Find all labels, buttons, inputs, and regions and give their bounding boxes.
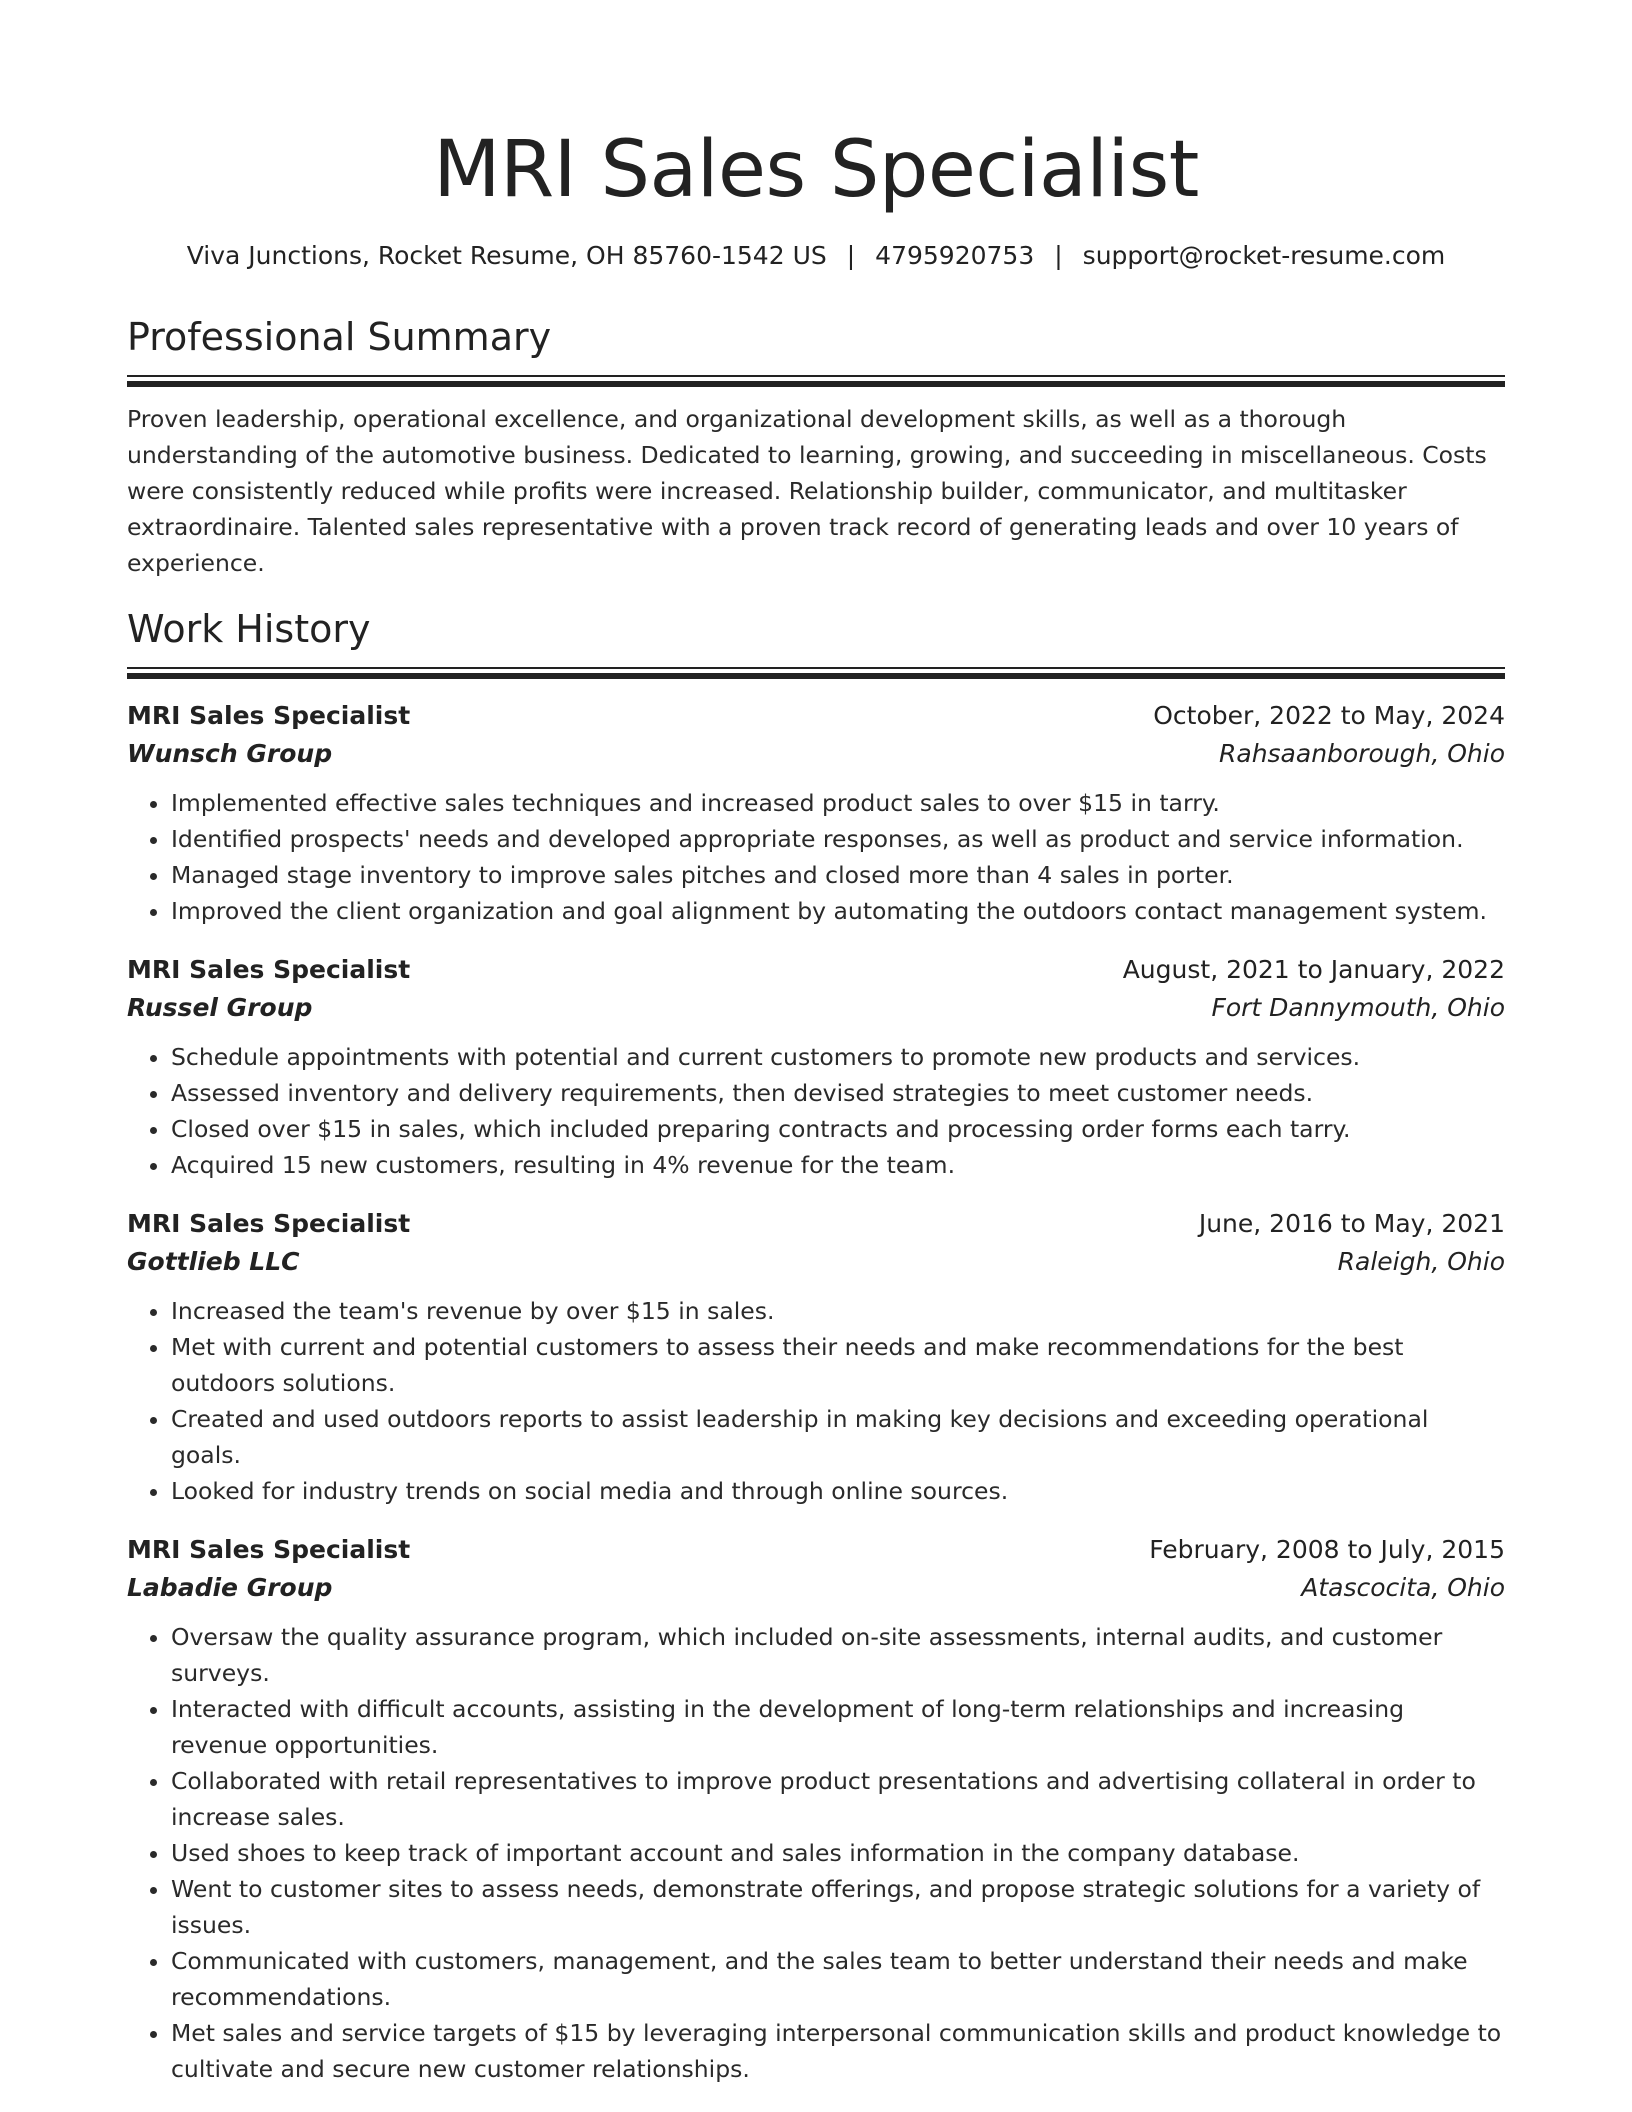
job-entry — [127, 951, 1505, 1183]
job-entry — [127, 1205, 1505, 1509]
job-bullet: • Managed stage inventory to improve sales pitches and closed more than 4 sales in porter. — [171, 857, 1505, 893]
job-title: MRI Sales Specialist — [127, 955, 411, 984]
job-location: Raleigh, Ohio — [1337, 1247, 1505, 1276]
job-bullets — [127, 1039, 1505, 1183]
job-title: MRI Sales Specialist — [127, 1209, 411, 1238]
job-company: Labadie Group — [127, 1573, 333, 1602]
job-bullet: • Identified prospects' needs and developed appropriate responses, as well as product and service information. — [171, 821, 1505, 857]
job-dates: February, 2008 to July, 2015 — [1149, 1535, 1505, 1564]
job-entry — [127, 697, 1505, 929]
job-bullet: • Implemented effective sales techniques and increased product sales to over $15 in tarry. — [171, 785, 1505, 821]
job-location: Atascocita, Ohio — [1301, 1573, 1505, 1602]
job-bullet: • Increased the team's revenue by over $15 in sales. — [171, 1293, 1505, 1329]
contact-address: Viva Junctions, Rocket Resume, OH 85760-1542 US — [186, 241, 827, 270]
job-bullet: • Closed over $15 in sales, which included preparing contracts and processing order forms each tarry. — [171, 1111, 1505, 1147]
summary-text: Proven leadership, operational excellence, and organizational development skills, as well as a thorough understanding of the automotive business. Dedicated to learning, growing, and succeeding in miscellaneous. Costs were consistently reduced while profits were increased. Relationship builder, communicator, and multitasker extraordinaire. Talented sales representative with a proven track record of generating leads and over 10 years of experience. — [127, 405, 1487, 577]
job-bullet: • Communicated with customers, management, and the sales team to better understand their needs and make recommendations. — [171, 1943, 1505, 2015]
job-dates: August, 2021 to January, 2022 — [1122, 955, 1505, 984]
job-title: MRI Sales Specialist — [127, 1535, 411, 1564]
candidate-name: MRI Sales Specialist — [433, 125, 1199, 215]
job-bullet: • Acquired 15 new customers, resulting in 4% revenue for the team. — [171, 1147, 1505, 1183]
section-divider — [127, 667, 1505, 679]
job-bullet: • Used shoes to keep track of important account and sales information in the company database. — [171, 1835, 1505, 1871]
job-bullet: • Interacted with difficult accounts, assisting in the development of long-term relationships and increasing revenue opportunities. — [171, 1691, 1505, 1763]
job-bullet: • Went to customer sites to assess needs, demonstrate offerings, and propose strategic solutions for a variety of issues. — [171, 1871, 1505, 1943]
job-bullet: • Looked for industry trends on social media and through online sources. — [171, 1473, 1505, 1509]
job-bullet: • Oversaw the quality assurance program, which included on-site assessments, internal audits, and customer surveys. — [171, 1619, 1505, 1691]
section-title-summary: Professional Summary — [127, 315, 552, 359]
section-title-work-history: Work History — [127, 607, 371, 651]
job-company: Russel Group — [127, 993, 313, 1022]
job-location: Rahsaanborough, Ohio — [1219, 739, 1505, 768]
job-bullets — [127, 1293, 1505, 1509]
job-title: MRI Sales Specialist — [127, 701, 411, 730]
job-company: Gottlieb LLC — [127, 1247, 300, 1276]
contact-email: support@rocket-resume.com — [1082, 241, 1446, 270]
job-bullet: • Schedule appointments with potential and current customers to promote new products and services. — [171, 1039, 1505, 1075]
job-bullet: • Met with current and potential customers to assess their needs and make recommendations for the best outdoors solutions. — [171, 1329, 1505, 1401]
job-dates: June, 2016 to May, 2021 — [1198, 1209, 1505, 1238]
job-company: Wunsch Group — [127, 739, 333, 768]
contact-separator: | — [846, 241, 856, 270]
job-bullet: • Created and used outdoors reports to assist leadership in making key decisions and exceeding operational goals. — [171, 1401, 1505, 1473]
contact-line — [127, 239, 1505, 273]
job-bullet: • Collaborated with retail representatives to improve product presentations and advertising collateral in order to increase sales. — [171, 1763, 1505, 1835]
contact-phone: 4795920753 — [875, 241, 1035, 270]
work-history-list — [127, 697, 1505, 2087]
section-divider — [127, 375, 1505, 387]
job-bullet: • Improved the client organization and goal alignment by automating the outdoors contact management system. — [171, 893, 1505, 929]
job-entry — [127, 1531, 1505, 2087]
job-dates: October, 2022 to May, 2024 — [1153, 701, 1505, 730]
contact-separator: | — [1054, 241, 1063, 270]
job-bullet: • Met sales and service targets of $15 by leveraging interpersonal communication skills and product knowledge to cultivate and secure new customer relationships. — [171, 2015, 1505, 2087]
job-location: Fort Dannymouth, Ohio — [1211, 993, 1505, 1022]
job-bullets — [127, 1619, 1505, 2087]
job-bullets — [127, 785, 1505, 929]
job-bullet: • Assessed inventory and delivery requirements, then devised strategies to meet customer needs. — [171, 1075, 1505, 1111]
